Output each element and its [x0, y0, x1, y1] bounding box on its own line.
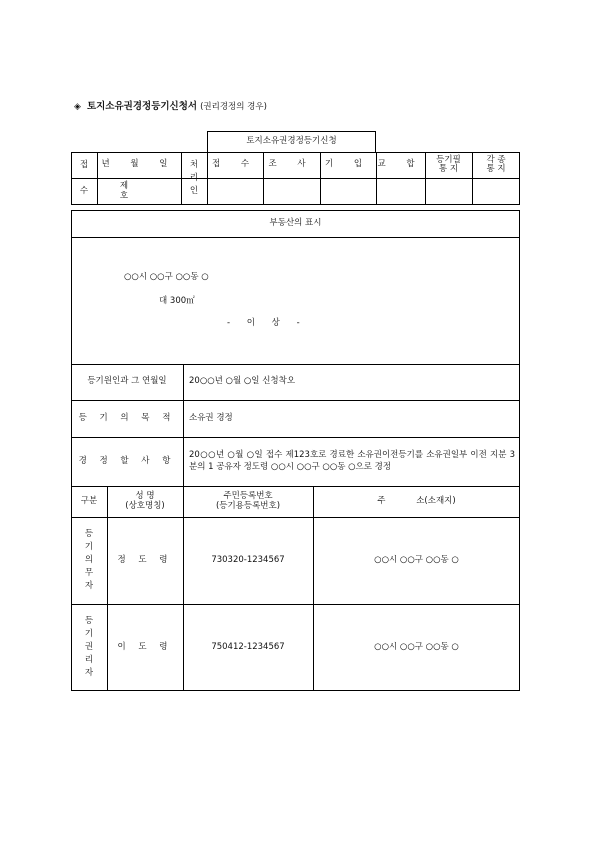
- receipt-date-label: 년 월 일: [101, 159, 177, 170]
- cause-label: 등기원인과 그 연월일: [87, 376, 167, 387]
- col-type: 구분: [80, 495, 98, 506]
- document-title: 토지소유권경정등기신청서: [86, 101, 198, 112]
- property-end-mark: - 이 상 -: [227, 318, 300, 328]
- matter-label: 경 정 할 사 항: [78, 455, 176, 466]
- obligor-id: 730320-1234567: [211, 554, 285, 565]
- obligor-name: 정 도 령: [117, 554, 173, 565]
- col-completion-notice: 등기필 통 지: [436, 154, 461, 174]
- col-various-notice: 각 종 통 지: [486, 154, 506, 174]
- receipt-label: 접 수: [79, 159, 89, 197]
- right-holder-id: 750412-1234567: [211, 641, 285, 652]
- property-area: 대 300㎡: [159, 296, 195, 306]
- purpose-label: 등 기 의 목 적: [78, 412, 176, 423]
- col-receipt: 접 수: [211, 159, 259, 170]
- col-id-number: 주민등록번호 (등기용등록번호): [215, 490, 281, 511]
- right-holder-label: 등 기 권 리 자: [84, 615, 94, 679]
- col-entry: 기 입: [324, 159, 372, 170]
- col-address: 주 소(소재지): [377, 495, 456, 506]
- form-title: 토지소유권경정등기신청: [246, 136, 337, 147]
- right-holder-address: ○○시 ○○구 ○○동 ○: [374, 641, 459, 652]
- document-subtitle: (권리경정의 경우): [200, 102, 267, 112]
- matter-value: 20○○년 ○월 ○일 접수 제123호로 경료한 소유권이전등기를 소유권일부 이전 지분 3분의 1 공유자 정도령 ○○시 ○○구 ○○동 ○으로 경정: [189, 450, 515, 472]
- property-header: 부동산의 표시: [269, 217, 322, 228]
- purpose-value: 소유권 경정: [189, 412, 233, 423]
- col-collation: 교 합: [377, 159, 424, 170]
- col-name: 성 명 (상호명칭): [125, 490, 165, 511]
- obligor-address: ○○시 ○○구 ○○동 ○: [374, 554, 459, 565]
- diamond-icon: ◈: [74, 102, 81, 112]
- property-address: ○○시 ○○구 ○○동 ○: [124, 272, 209, 282]
- processor-label: 처 리 인: [189, 159, 199, 197]
- right-holder-name: 이 도 령: [117, 641, 173, 652]
- col-review: 조 사: [268, 159, 315, 170]
- obligor-label: 등 기 의 무 자: [84, 528, 94, 592]
- document-heading: [74, 98, 267, 112]
- receipt-number-label: 제 호: [119, 180, 159, 201]
- cause-value: 20○○년 ○월 ○일 신청착오: [189, 376, 296, 387]
